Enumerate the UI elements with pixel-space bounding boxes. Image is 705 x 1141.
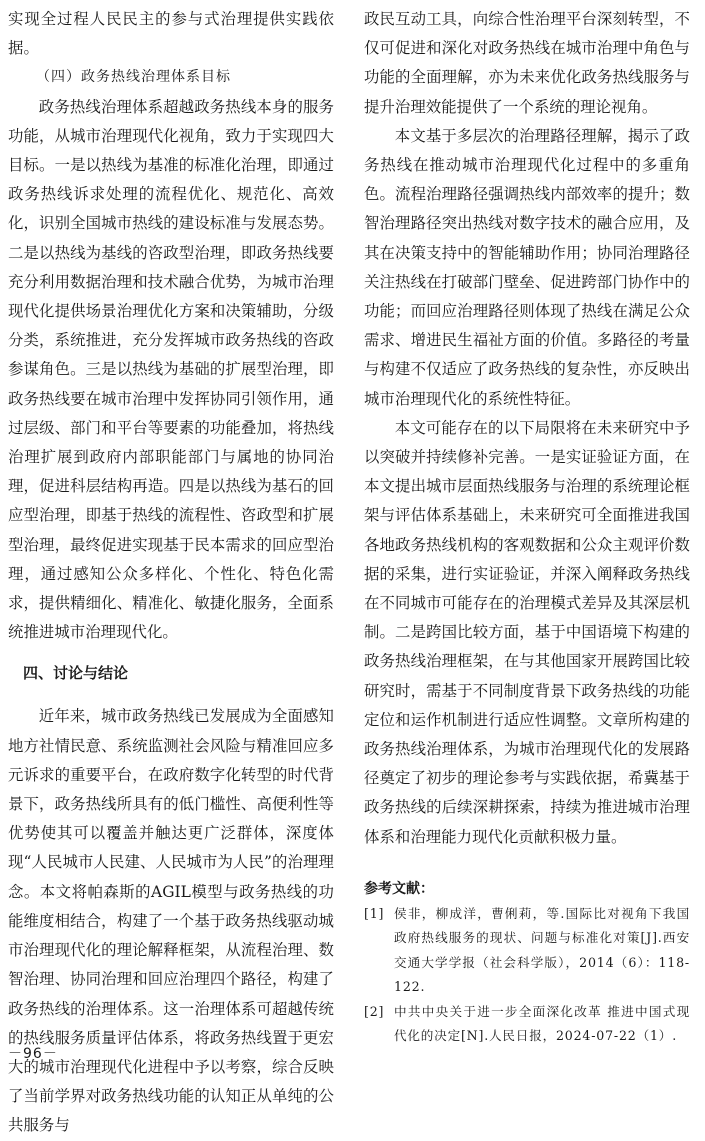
paragraph-summary: 本文基于多层次的治理路径理解，揭示了政务热线在推动城市治理现代化过程中的多重角色。流程治理路径强调热线内部效率的提升；数智治理路径突出热线对数字技术的融合应用，及其在决策支持中的智能辅助作用；协同治理路径关注热线在打破部门壁垒、促进跨部门协作中的功能；而回应治理路径则体现了热线在满足公众需求、增进民生福祉方面的价值。多路径的考量与构建不仅适应了政务热线的复杂性，亦反映出城市治理现代化的系统性特征。	[364, 126, 690, 408]
references-title: 参考文献：	[364, 880, 434, 897]
reference-text: 侯非，柳成洋，曹俐莉，等.国际比对视角下我国政府热线服务的现状、问题与标准化对策[J].西安交通大学学报（社会科学版），2014（6）：118-122.	[394, 905, 690, 995]
reference-item	[364, 902, 690, 1000]
paragraph-continued-right: 政民互动工具，向综合性治理平台深刻转型，不仅可促进和深化对政务热线在城市治理中角色与功能的全面理解，亦为未来优化政务热线服务与提升治理效能提供了一个系统的理论视角。	[364, 10, 690, 116]
paragraph-discussion: 近年来，城市政务热线已发展成为全面感知地方社情民意、系统监测社会风险与精准回应多元诉求的重要平台，在政府数字化转型的时代背景下，政务热线所具有的低门槛性、高便利性等优势使其可以覆盖并触达更广泛群体，深度体现“人民城市人民建、人民城市为人民”的治理理念。本文将帕森斯的AGIL模型与政务热线的功能维度相结合，构建了一个基于政务热线驱动城市治理现代化的理论解释框架，从流程治理、数智治理、协同治理和回应治理四个路径，构建了政务热线的治理体系。这一治理体系可超越传统的热线服务质量评估体系，将政务热线置于更宏大的城市治理现代化进程中予以考察，综合反映了当前学界对政务热线功能的认知正从单纯的公共服务与	[8, 707, 334, 1135]
paragraph-continued-left: 实现全过程人民民主的参与式治理提供实践依据。	[8, 10, 334, 58]
paragraph-limitations: 本文可能存在的以下局限将在未来研究中予以突破并持续修补完善。一是实证验证方面，在本文提出城市层面热线服务与治理的系统理论框架与评估体系基础上，未来研究可全面推进我国各地政务热线机构的客观数据和公众主观评价数据的采集，进行实证验证，并深入阐释政务热线在不同城市可能存在的治理模式差异及其深层机制。二是跨国比较方面，基于中国语境下构建的政务热线治理框架，在与其他国家开展跨国比较研究时，需基于不同制度背景下政务热线的功能定位和运作机制进行适应性调整。文章所构建的政务热线治理体系，为城市治理现代化的发展路径奠定了初步的理论参考与实践依据，希冀基于政务热线的后续深耕探索，持续为推进城市治理体系和治理能力现代化贡献积极力量。	[364, 418, 690, 846]
subsection-title: （四）政务热线治理体系目标	[36, 69, 231, 86]
reference-number: [2]	[364, 1003, 385, 1019]
reference-item	[364, 1000, 690, 1049]
right-column	[364, 5, 690, 1048]
paragraph-governance-goals: 政务热线治理体系超越政务热线本身的服务功能，从城市治理现代化视角，致力于实现四大目标。一是以热线为基准的标准化治理，即通过政务热线诉求处理的流程优化、规范化、高效化，识别全国城市热线的建设标准与发展态势。二是以热线为基线的咨政型治理，即政务热线要充分利用数据治理和技术融合优势，为城市治理现代化提供场景治理优化方案和决策辅助，分级分类，系统推进，充分发挥城市政务热线的咨政参谋角色。三是以热线为基础的扩展型治理，即政务热线要在城市治理中发挥协同引领作用，通过层级、部门和平台等要素的功能叠加，将热线治理扩展到政府内部职能部门与属地的协同治理，促进科层结构再造。四是以热线为基石的回应型治理，即基于热线的流程性、咨政型和扩展型治理，最终促进实现基于民本需求的回应型治理，通过感知公众多样化、个性化、特色化需求，提供精细化、精准化、敏捷化服务，全面系统推进城市治理现代化。	[8, 97, 334, 642]
left-column	[8, 5, 334, 1141]
reference-text: 中共中央关于进一步全面深化改革 推进中国式现代化的决定[N].人民日报，2024-07-22（1）.	[394, 1003, 690, 1043]
reference-number: [1]	[364, 905, 385, 921]
page-number: －96－	[8, 1046, 58, 1062]
section-title: 四、讨论与结论	[23, 664, 129, 683]
references-list	[364, 902, 690, 1048]
